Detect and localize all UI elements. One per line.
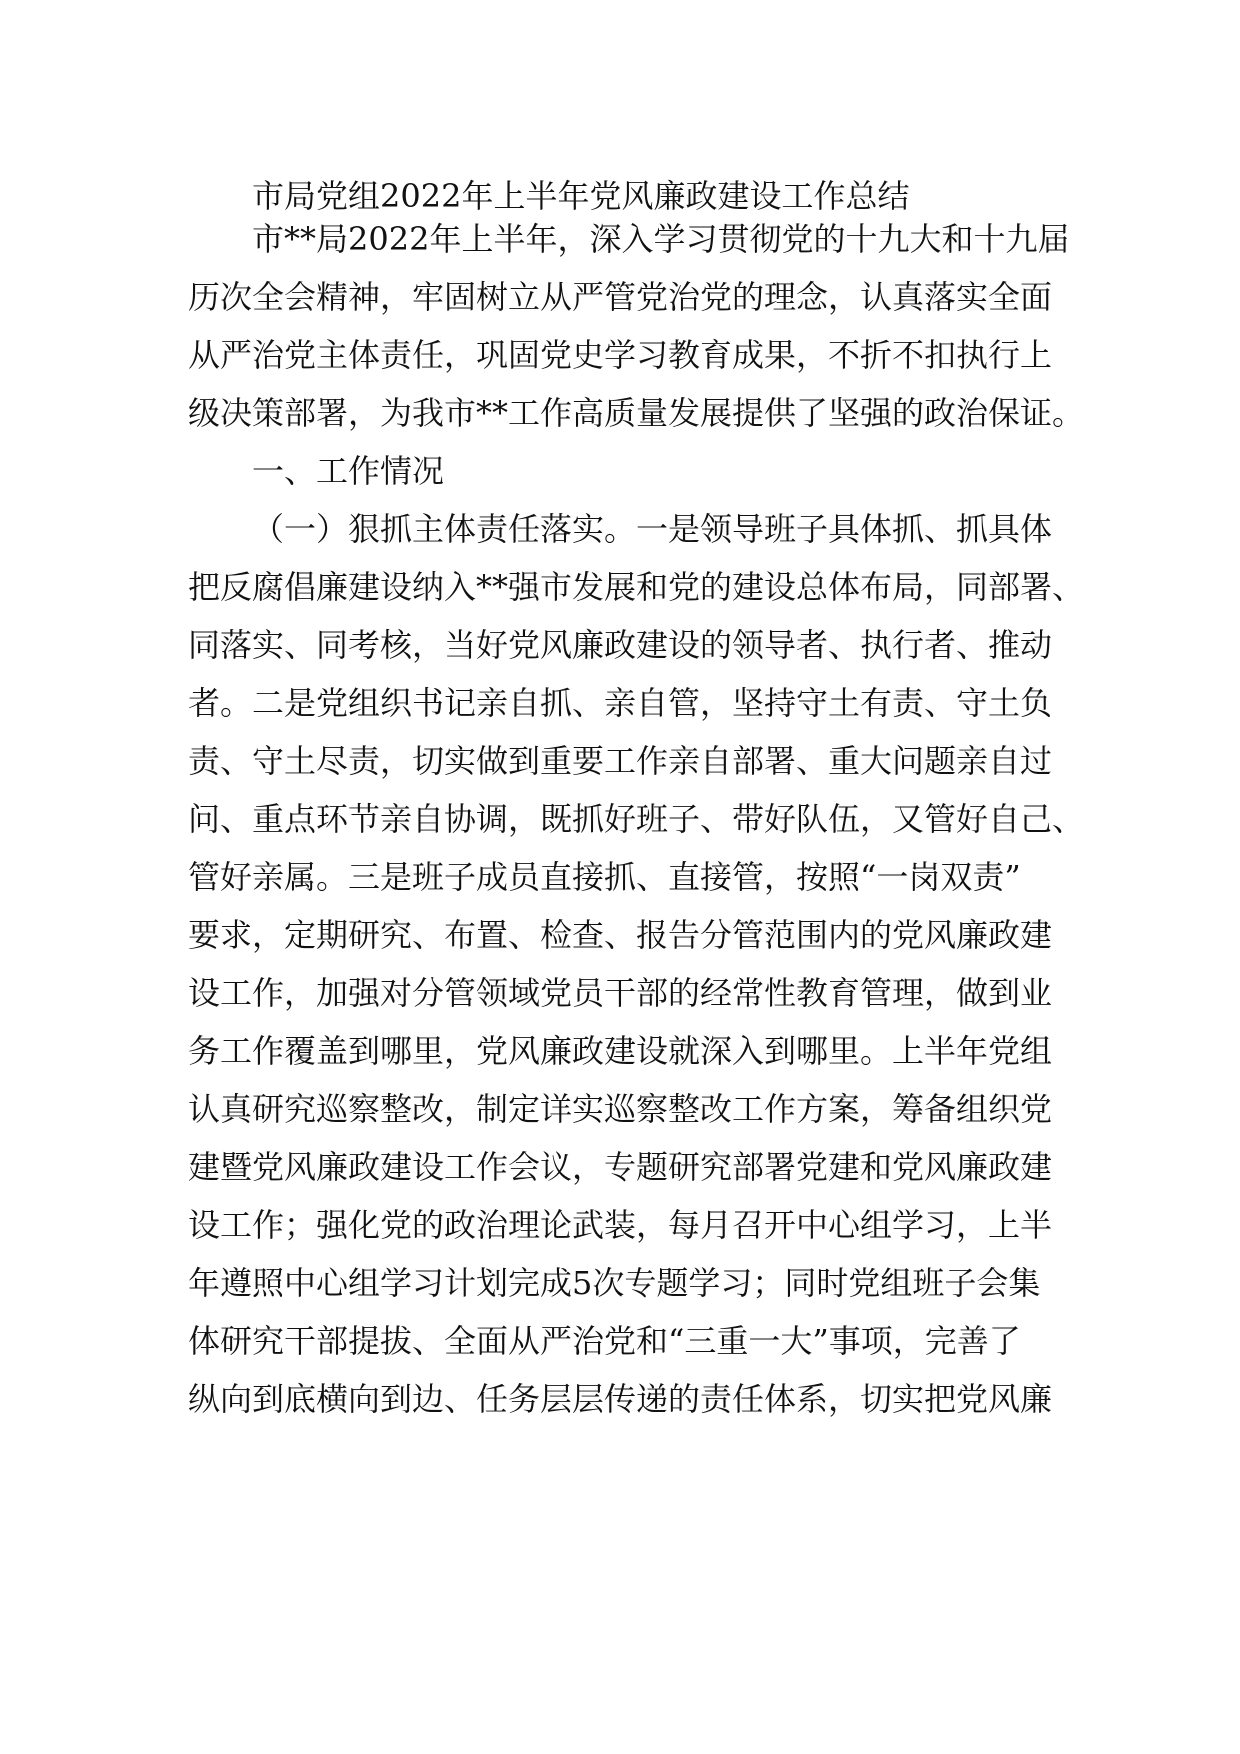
paragraph-line: 者。二是党组织书记亲自抓、亲自管，坚持守土有责、守土负 — [188, 684, 1053, 722]
document-title: 市局党组2022年上半年党风廉政建设工作总结 — [252, 177, 910, 215]
paragraph-line: 纵向到底横向到边、任务层层传递的责任体系，切实把党风廉 — [188, 1380, 1053, 1418]
paragraph-line: 务工作覆盖到哪里，党风廉政建设就深入到哪里。上半年党组 — [188, 1032, 1053, 1070]
paragraph-line: 历次全会精神，牢固树立从严管党治党的理念，认真落实全面 — [188, 278, 1053, 316]
paragraph-line: 责、守土尽责，切实做到重要工作亲自部署、重大问题亲自过 — [188, 742, 1053, 780]
paragraph-line: 问、重点环节亲自协调，既抓好班子、带好队伍，又管好自己、 — [188, 800, 1085, 838]
paragraph-line: 年遵照中心组学习计划完成5次专题学习；同时党组班子会集 — [188, 1264, 1041, 1302]
paragraph-line: （一）狠抓主体责任落实。一是领导班子具体抓、抓具体 — [252, 510, 1053, 548]
paragraph-line: 级决策部署，为我市**工作高质量发展提供了坚强的政治保证。 — [188, 394, 1085, 432]
paragraph-line: 设工作；强化党的政治理论武装，每月召开中心组学习，上半 — [188, 1206, 1053, 1244]
paragraph-line: 从严治党主体责任，巩固党史学习教育成果，不折不扣执行上 — [188, 336, 1053, 374]
paragraph-line: 要求，定期研究、布置、检查、报告分管范围内的党风廉政建 — [188, 916, 1053, 954]
paragraph-line: 同落实、同考核，当好党风廉政建设的领导者、执行者、推动 — [188, 626, 1053, 664]
paragraph-line: 市**局2022年上半年，深入学习贯彻党的十九大和十九届 — [252, 220, 1070, 258]
paragraph-line: 认真研究巡察整改，制定详实巡察整改工作方案，筹备组织党 — [188, 1090, 1053, 1128]
section-heading: 一、工作情况 — [252, 452, 445, 490]
paragraph-line: 体研究干部提拔、全面从严治党和“三重一大”事项，完善了 — [188, 1322, 1021, 1360]
paragraph-line: 建暨党风廉政建设工作会议，专题研究部署党建和党风廉政建 — [188, 1148, 1053, 1186]
paragraph-line: 设工作，加强对分管领域党员干部的经常性教育管理，做到业 — [188, 974, 1053, 1012]
paragraph-line: 管好亲属。三是班子成员直接抓、直接管，按照“一岗双责” — [188, 858, 1021, 896]
paragraph-line: 把反腐倡廉建设纳入**强市发展和党的建设总体布局，同部署、 — [188, 568, 1085, 606]
